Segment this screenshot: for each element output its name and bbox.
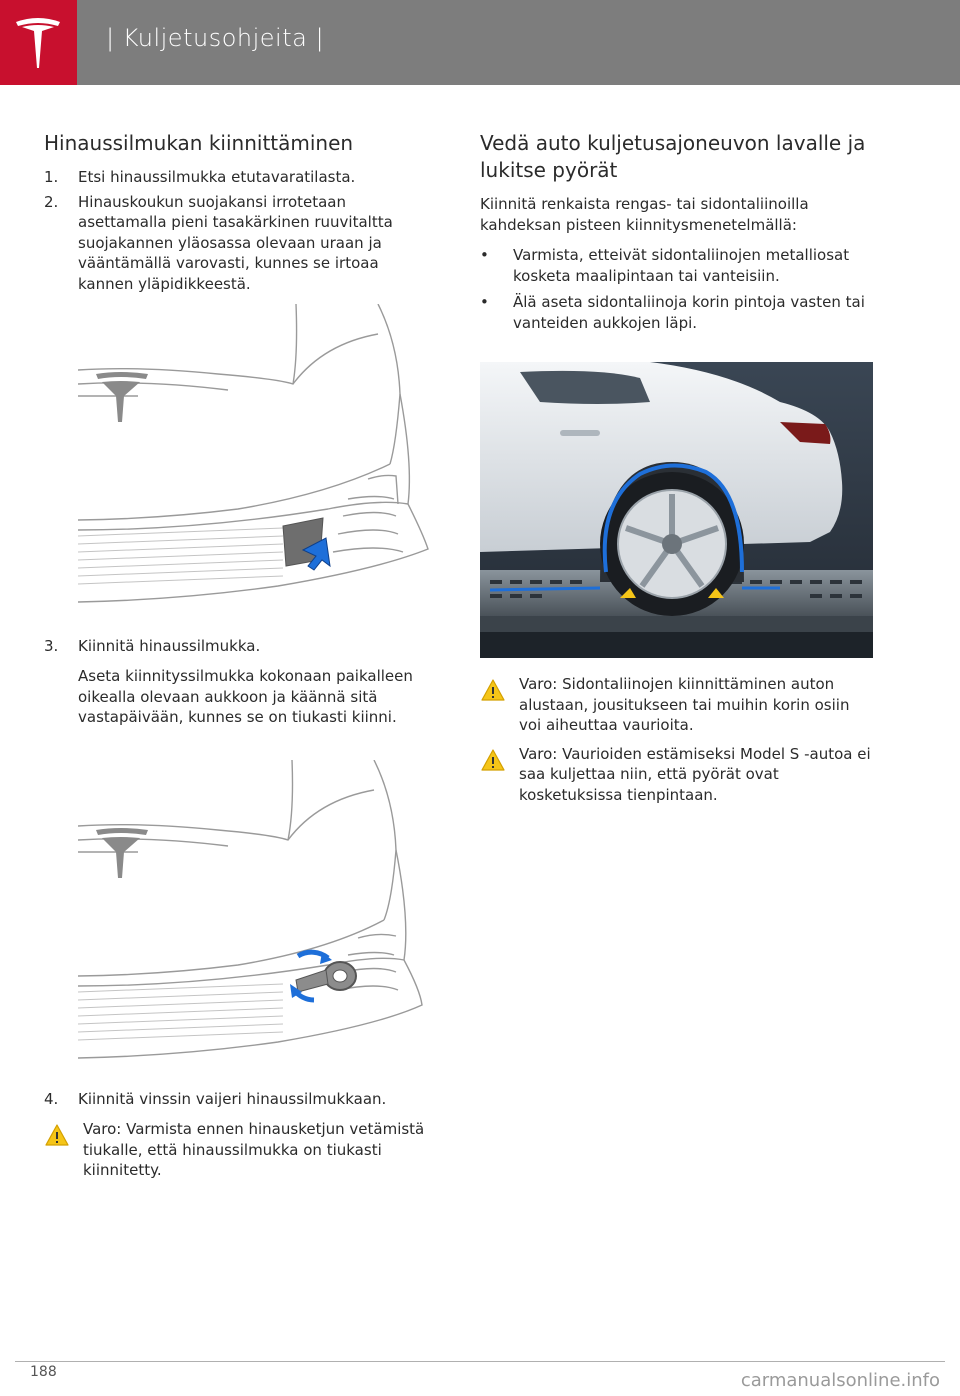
step-text: Kiinnitä vinssin vaijeri hinaussilmukkaan. — [78, 1090, 387, 1108]
step-text: Kiinnitä hinaussilmukka. — [78, 637, 261, 655]
left-column — [44, 130, 436, 298]
bullet-item: • Varmista, etteivät sidontaliinojen metalliosat kosketa maalipintaan tai vanteisiin. — [480, 246, 850, 285]
tow-eye-install-illustration — [78, 760, 424, 1060]
warning-icon — [44, 1123, 70, 1147]
page-number: 188 — [30, 1364, 57, 1380]
brand-logo — [0, 0, 77, 85]
warning-text: Varo: Vaurioiden estämiseksi Model S -autoa ei saa kuljettaa niin, että pyörät ovat kosketuksissa tienpintaan. — [519, 744, 871, 804]
footer-divider — [15, 1361, 945, 1362]
step-text: Hinauskoukun suojakansi irrotetaan asettamalla pieni tasakärkinen ruuvitaltta suojakannen yläosassa olevaan uraan ja vääntämällä varovasti, kunnes se irtoaa kannen yläpidikkeestä. — [78, 192, 393, 293]
right-intro: Kiinnitä renkaista rengas- tai sidontaliinoilla kahdeksan pisteen kiinnitysmenetelmällä: — [480, 195, 809, 234]
bumper-cover-illustration — [78, 304, 434, 610]
warning-icon — [480, 748, 506, 772]
car-on-trailer-illustration — [480, 362, 873, 658]
page-header — [0, 0, 960, 85]
right-column — [480, 130, 875, 339]
bullet-item: • Älä aseta sidontaliinoja korin pintoja vasten tai vanteiden aukkojen läpi. — [480, 293, 865, 332]
tesla-logo-icon — [12, 14, 64, 70]
step-4: 4. Kiinnitä vinssin vaijeri hinaussilmukkaan. — [44, 1090, 387, 1108]
left-heading: Hinaussilmukan kiinnittäminen — [44, 131, 354, 155]
warning-right-1 — [480, 674, 872, 736]
step-3-detail: Aseta kiinnityssilmukka kokonaan paikalleen oikealla olevaan aukkoon ja käännä sitä vastapäivään, kunnes se on tiukasti kiinni. — [78, 667, 413, 726]
warning-right-2 — [480, 744, 872, 806]
warning-text: Varo: Varmista ennen hinausketjun vetämistä tiukalle, että hinaussilmukka on tiukasti kiinnitetty. — [83, 1120, 425, 1179]
right-heading: Vedä auto kuljetusajoneuvon lavalle ja lukitse pyörät — [480, 131, 866, 182]
section-title: | Kuljetusohjeita | — [106, 24, 325, 52]
right-warnings — [480, 674, 872, 813]
watermark: carmanualsonline.info — [740, 1370, 940, 1391]
warning-icon — [480, 678, 506, 702]
warning-text: Varo: Sidontaliinojen kiinnittäminen auton alustaan, jousitukseen tai muihin korin osiin voi aiheuttaa vaurioita. — [519, 675, 850, 734]
step-2: 2. Hinauskoukun suojakansi irrotetaan asettamalla pieni tasakärkinen ruuvitaltta suojakannen yläosassa olevaan uraan ja vääntämällä varovasti, kunnes se irtoaa kannen yläpidikkeestä. — [44, 192, 393, 293]
step-1: 1. Etsi hinaussilmukka etutavaratilasta. — [44, 168, 356, 186]
step-3: 3. Kiinnitä hinaussilmukka. — [44, 637, 261, 655]
warning-left — [44, 1119, 435, 1181]
step-text: Etsi hinaussilmukka etutavaratilasta. — [78, 168, 356, 186]
